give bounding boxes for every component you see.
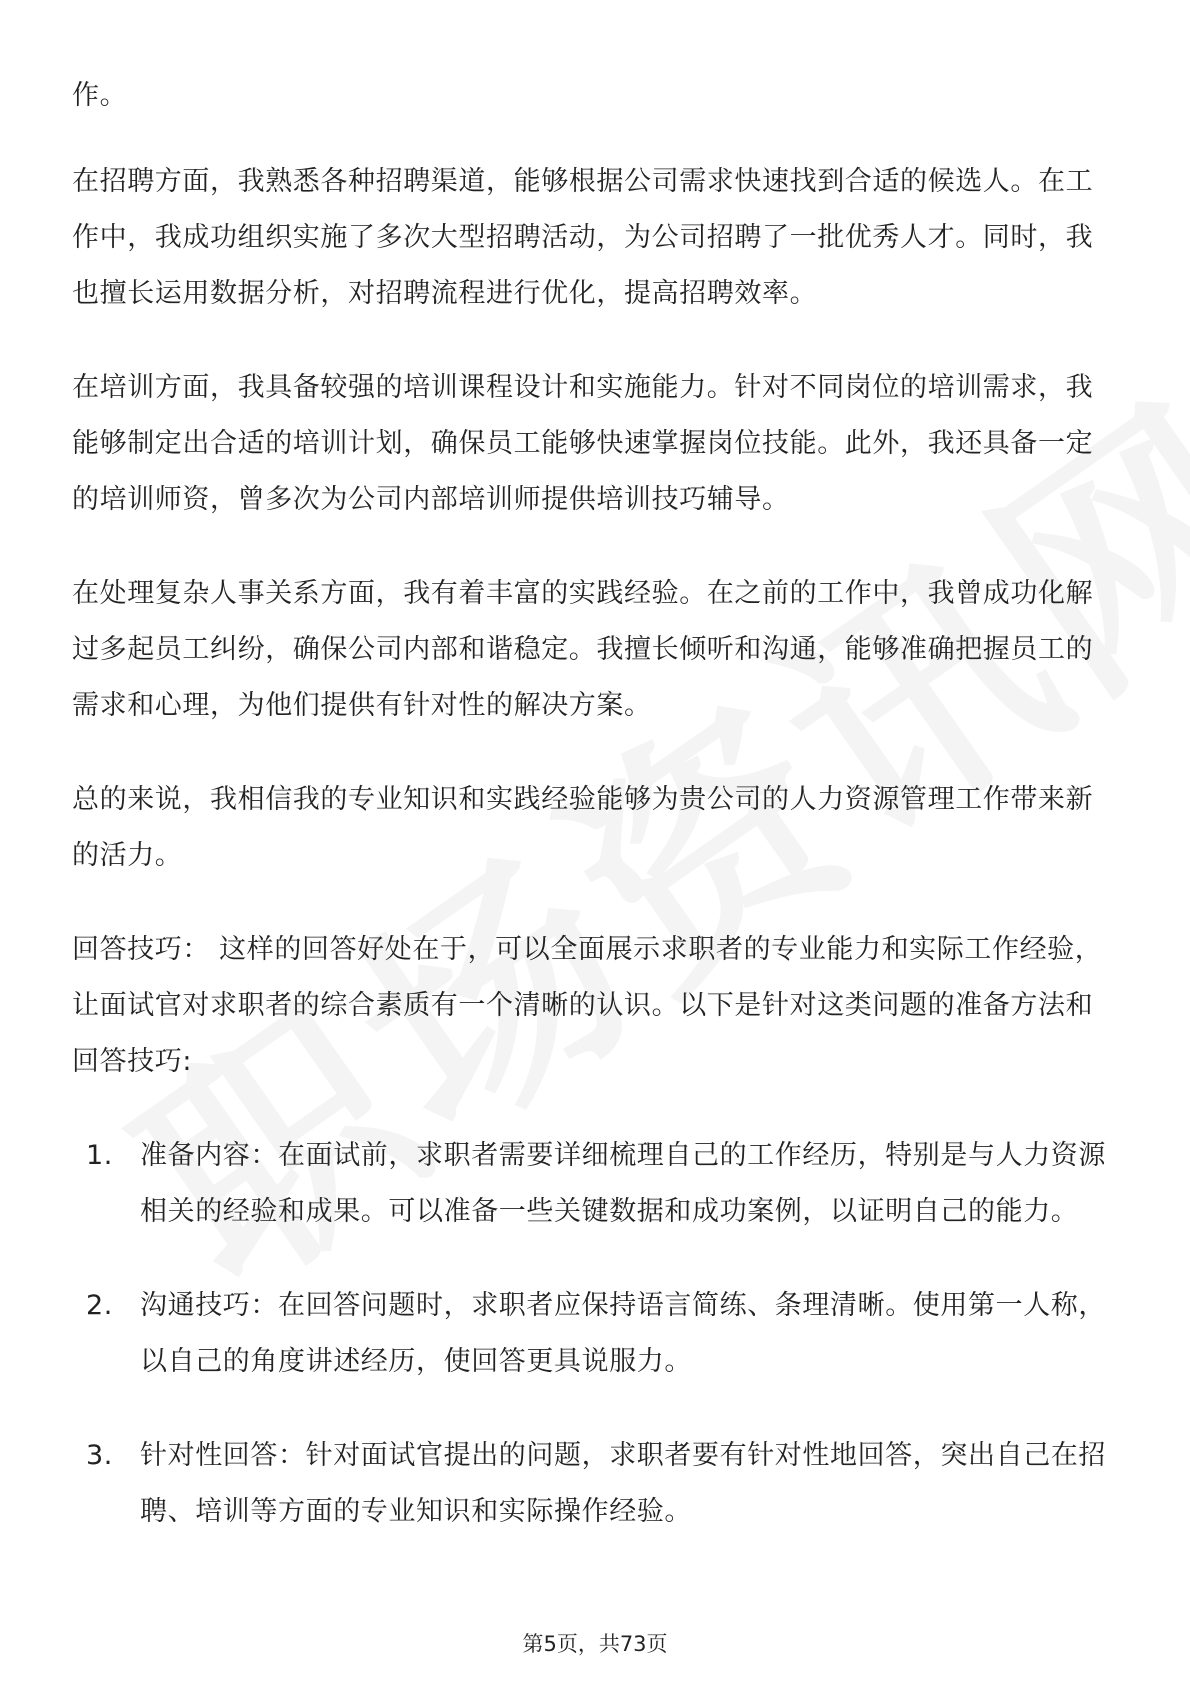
paragraph-recruitment: 在招聘方面，我熟悉各种招聘渠道，能够根据公司需求快速找到合适的候选人。在工作中，我成功组织实施了多次大型招聘活动，为公司招聘了一批优秀人才。同时，我也擅长运用数据分析，对招聘流程进行优化，提高招聘效率。 [72, 166, 1094, 309]
list-number: 1. [86, 1140, 113, 1171]
list-number: 2. [86, 1290, 113, 1321]
list-number: 3. [86, 1440, 113, 1471]
list-item [72, 1128, 1120, 1240]
paragraph-relations: 在处理复杂人事关系方面，我有着丰富的实践经验。在之前的工作中，我曾成功化解过多起员工纠纷，确保公司内部和谐稳定。我擅长倾听和沟通，能够准确把握员工的需求和心理，为他们提供有针对性的解决方案。 [72, 578, 1094, 721]
list-item [72, 1428, 1120, 1540]
page-footer: 第5页，共73页 [522, 1632, 668, 1656]
list-text: 针对性回答：针对面试官提出的问题，求职者要有针对性地回答，突出自己在招聘、培训等方面的专业知识和实际操作经验。 [140, 1440, 1106, 1527]
paragraph-summary: 总的来说，我相信我的专业知识和实践经验能够为贵公司的人力资源管理工作带来新的活力。 [72, 784, 1094, 871]
paragraph-tips-intro: 回答技巧： 这样的回答好处在于，可以全面展示求职者的专业能力和实际工作经验，让面试官对求职者的综合素质有一个清晰的认识。以下是针对这类问题的准备方法和回答技巧: [72, 934, 1103, 1077]
list-item [72, 1278, 1120, 1390]
paragraph-training: 在培训方面，我具备较强的培训课程设计和实施能力。针对不同岗位的培训需求，我能够制定出合适的培训计划，确保员工能够快速掌握岗位技能。此外，我还具备一定的培训师资，曾多次为公司内部培训师提供培训技巧辅导。 [72, 372, 1094, 515]
paragraph-continuation: 作。 [72, 80, 128, 111]
list-text: 准备内容：在面试前，求职者需要详细梳理自己的工作经历，特别是与人力资源相关的经验和成果。可以准备一些关键数据和成功案例，以证明自己的能力。 [140, 1140, 1106, 1227]
document-body [72, 68, 1120, 1578]
list-text: 沟通技巧：在回答问题时，求职者应保持语言简练、条理清晰。使用第一人称，以自己的角度讲述经历，使回答更具说服力。 [140, 1290, 1106, 1377]
